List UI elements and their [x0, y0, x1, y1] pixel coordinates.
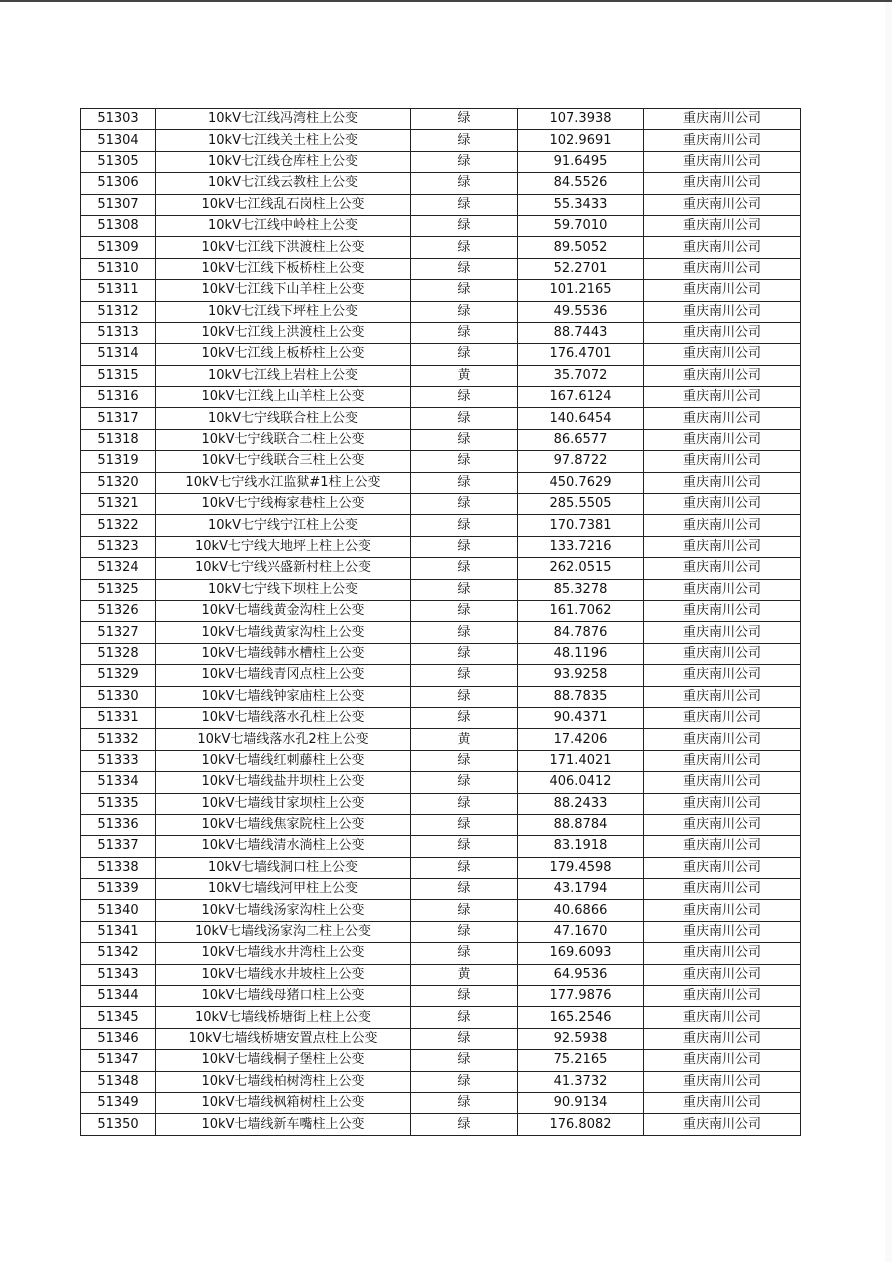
- company-cell: 重庆南川公司: [644, 494, 801, 515]
- transformer-name-cell: 10kV七墙线黄家沟柱上公变: [156, 622, 411, 643]
- value-cell: 64.9536: [518, 964, 644, 985]
- status-color-cell: 绿: [411, 665, 518, 686]
- status-color-cell: 绿: [411, 472, 518, 493]
- table-row: [81, 536, 801, 557]
- company-cell: 重庆南川公司: [644, 921, 801, 942]
- table-row: [81, 986, 801, 1007]
- table-row: [81, 643, 801, 664]
- table-row: [81, 750, 801, 771]
- value-cell: 97.8722: [518, 451, 644, 472]
- company-cell: 重庆南川公司: [644, 194, 801, 215]
- table-row: [81, 515, 801, 536]
- value-cell: 17.4206: [518, 729, 644, 750]
- table-row: [81, 494, 801, 515]
- company-cell: 重庆南川公司: [644, 943, 801, 964]
- transformer-name-cell: 10kV七江线下板桥柱上公变: [156, 258, 411, 279]
- row-id-cell: 51321: [81, 494, 156, 515]
- status-color-cell: 绿: [411, 322, 518, 343]
- row-id-cell: 51316: [81, 387, 156, 408]
- row-id-cell: 51324: [81, 558, 156, 579]
- transformer-name-cell: 10kV七宁线下坝柱上公变: [156, 579, 411, 600]
- status-color-cell: 绿: [411, 857, 518, 878]
- table-row: [81, 194, 801, 215]
- table-row: [81, 322, 801, 343]
- transformer-name-cell: 10kV七江线中岭柱上公变: [156, 215, 411, 236]
- value-cell: 55.3433: [518, 194, 644, 215]
- row-id-cell: 51326: [81, 600, 156, 621]
- value-cell: 83.1918: [518, 836, 644, 857]
- transformer-name-cell: 10kV七墙线落水孔柱上公变: [156, 707, 411, 728]
- status-color-cell: 绿: [411, 194, 518, 215]
- table-row: [81, 964, 801, 985]
- table-row: [81, 943, 801, 964]
- status-color-cell: 黄: [411, 729, 518, 750]
- status-color-cell: 绿: [411, 814, 518, 835]
- company-cell: 重庆南川公司: [644, 836, 801, 857]
- row-id-cell: 51304: [81, 130, 156, 151]
- value-cell: 89.5052: [518, 237, 644, 258]
- status-color-cell: 绿: [411, 451, 518, 472]
- value-cell: 47.1670: [518, 921, 644, 942]
- status-color-cell: 绿: [411, 579, 518, 600]
- transformer-name-cell: 10kV七江线下坪柱上公变: [156, 301, 411, 322]
- company-cell: 重庆南川公司: [644, 772, 801, 793]
- value-cell: 177.9876: [518, 986, 644, 1007]
- value-cell: 102.9691: [518, 130, 644, 151]
- status-color-cell: 绿: [411, 793, 518, 814]
- table-body: [81, 109, 801, 1136]
- row-id-cell: 51337: [81, 836, 156, 857]
- row-id-cell: 51333: [81, 750, 156, 771]
- company-cell: 重庆南川公司: [644, 622, 801, 643]
- status-color-cell: 绿: [411, 1050, 518, 1071]
- row-id-cell: 51336: [81, 814, 156, 835]
- row-id-cell: 51323: [81, 536, 156, 557]
- value-cell: 169.6093: [518, 943, 644, 964]
- value-cell: 170.7381: [518, 515, 644, 536]
- row-id-cell: 51325: [81, 579, 156, 600]
- company-cell: 重庆南川公司: [644, 707, 801, 728]
- transformer-name-cell: 10kV七江线下山羊柱上公变: [156, 280, 411, 301]
- row-id-cell: 51345: [81, 1007, 156, 1028]
- company-cell: 重庆南川公司: [644, 451, 801, 472]
- company-cell: 重庆南川公司: [644, 109, 801, 130]
- transformer-name-cell: 10kV七宁线联合二柱上公变: [156, 429, 411, 450]
- company-cell: 重庆南川公司: [644, 793, 801, 814]
- company-cell: 重庆南川公司: [644, 301, 801, 322]
- table-row: [81, 173, 801, 194]
- value-cell: 35.7072: [518, 365, 644, 386]
- table-row: [81, 793, 801, 814]
- status-color-cell: 绿: [411, 109, 518, 130]
- value-cell: 140.6454: [518, 408, 644, 429]
- transformer-name-cell: 10kV七江线上板桥柱上公变: [156, 344, 411, 365]
- table-row: [81, 900, 801, 921]
- transformer-name-cell: 10kV七墙线桐子堡柱上公变: [156, 1050, 411, 1071]
- status-color-cell: 绿: [411, 494, 518, 515]
- status-color-cell: 绿: [411, 173, 518, 194]
- transformer-name-cell: 10kV七宁线水江监狱#1柱上公变: [156, 472, 411, 493]
- status-color-cell: 黄: [411, 365, 518, 386]
- row-id-cell: 51341: [81, 921, 156, 942]
- value-cell: 107.3938: [518, 109, 644, 130]
- transformer-name-cell: 10kV七墙线韩水槽柱上公变: [156, 643, 411, 664]
- row-id-cell: 51331: [81, 707, 156, 728]
- value-cell: 88.2433: [518, 793, 644, 814]
- row-id-cell: 51340: [81, 900, 156, 921]
- company-cell: 重庆南川公司: [644, 879, 801, 900]
- row-id-cell: 51339: [81, 879, 156, 900]
- table-row: [81, 836, 801, 857]
- company-cell: 重庆南川公司: [644, 322, 801, 343]
- row-id-cell: 51307: [81, 194, 156, 215]
- company-cell: 重庆南川公司: [644, 1114, 801, 1135]
- company-cell: 重庆南川公司: [644, 472, 801, 493]
- row-id-cell: 51344: [81, 986, 156, 1007]
- row-id-cell: 51310: [81, 258, 156, 279]
- status-color-cell: 绿: [411, 686, 518, 707]
- table-row: [81, 472, 801, 493]
- company-cell: 重庆南川公司: [644, 643, 801, 664]
- value-cell: 86.6577: [518, 429, 644, 450]
- transformer-name-cell: 10kV七墙线新车嘴柱上公变: [156, 1114, 411, 1135]
- table-row: [81, 429, 801, 450]
- company-cell: 重庆南川公司: [644, 515, 801, 536]
- company-cell: 重庆南川公司: [644, 387, 801, 408]
- table-row: [81, 1050, 801, 1071]
- transformer-name-cell: 10kV七江线下洪渡柱上公变: [156, 237, 411, 258]
- transformer-name-cell: 10kV七墙线黄金沟柱上公变: [156, 600, 411, 621]
- value-cell: 176.4701: [518, 344, 644, 365]
- value-cell: 84.5526: [518, 173, 644, 194]
- status-color-cell: 绿: [411, 408, 518, 429]
- table-row: [81, 622, 801, 643]
- transformer-name-cell: 10kV七墙线母猪口柱上公变: [156, 986, 411, 1007]
- status-color-cell: 绿: [411, 986, 518, 1007]
- company-cell: 重庆南川公司: [644, 1028, 801, 1049]
- page-right-edge: [885, 2, 892, 1262]
- row-id-cell: 51334: [81, 772, 156, 793]
- table-row: [81, 707, 801, 728]
- row-id-cell: 51306: [81, 173, 156, 194]
- transformer-name-cell: 10kV七宁线联合三柱上公变: [156, 451, 411, 472]
- status-color-cell: 绿: [411, 429, 518, 450]
- row-id-cell: 51311: [81, 280, 156, 301]
- company-cell: 重庆南川公司: [644, 900, 801, 921]
- status-color-cell: 绿: [411, 943, 518, 964]
- value-cell: 90.4371: [518, 707, 644, 728]
- transformer-name-cell: 10kV七墙线桥塘安置点柱上公变: [156, 1028, 411, 1049]
- table-row: [81, 857, 801, 878]
- value-cell: 179.4598: [518, 857, 644, 878]
- table-row: [81, 1028, 801, 1049]
- transformer-name-cell: 10kV七墙线河甲柱上公变: [156, 879, 411, 900]
- company-cell: 重庆南川公司: [644, 600, 801, 621]
- transformer-name-cell: 10kV七墙线洞口柱上公变: [156, 857, 411, 878]
- transformer-name-cell: 10kV七墙线落水孔2柱上公变: [156, 729, 411, 750]
- company-cell: 重庆南川公司: [644, 173, 801, 194]
- table-row: [81, 686, 801, 707]
- status-color-cell: 黄: [411, 964, 518, 985]
- transformer-name-cell: 10kV七墙线红刺藤柱上公变: [156, 750, 411, 771]
- row-id-cell: 51350: [81, 1114, 156, 1135]
- row-id-cell: 51327: [81, 622, 156, 643]
- transformer-name-cell: 10kV七墙线水井湾柱上公变: [156, 943, 411, 964]
- row-id-cell: 51308: [81, 215, 156, 236]
- row-id-cell: 51314: [81, 344, 156, 365]
- status-color-cell: 绿: [411, 387, 518, 408]
- transformer-name-cell: 10kV七墙线盐井坝柱上公变: [156, 772, 411, 793]
- transformer-name-cell: 10kV七宁线兴盛新村柱上公变: [156, 558, 411, 579]
- value-cell: 48.1196: [518, 643, 644, 664]
- status-color-cell: 绿: [411, 151, 518, 172]
- table-row: [81, 814, 801, 835]
- company-cell: 重庆南川公司: [644, 1071, 801, 1092]
- transformer-name-cell: 10kV七江线乱石岗柱上公变: [156, 194, 411, 215]
- transformer-name-cell: 10kV七宁线联合柱上公变: [156, 408, 411, 429]
- table-row: [81, 365, 801, 386]
- status-color-cell: 绿: [411, 301, 518, 322]
- row-id-cell: 51329: [81, 665, 156, 686]
- row-id-cell: 51328: [81, 643, 156, 664]
- table-row: [81, 558, 801, 579]
- value-cell: 75.2165: [518, 1050, 644, 1071]
- row-id-cell: 51342: [81, 943, 156, 964]
- status-color-cell: 绿: [411, 772, 518, 793]
- row-id-cell: 51330: [81, 686, 156, 707]
- row-id-cell: 51338: [81, 857, 156, 878]
- status-color-cell: 绿: [411, 1092, 518, 1113]
- company-cell: 重庆南川公司: [644, 579, 801, 600]
- row-id-cell: 51343: [81, 964, 156, 985]
- value-cell: 41.3732: [518, 1071, 644, 1092]
- table-row: [81, 772, 801, 793]
- company-cell: 重庆南川公司: [644, 215, 801, 236]
- value-cell: 84.7876: [518, 622, 644, 643]
- company-cell: 重庆南川公司: [644, 686, 801, 707]
- table-row: [81, 387, 801, 408]
- company-cell: 重庆南川公司: [644, 344, 801, 365]
- transformer-name-cell: 10kV七江线冯湾柱上公变: [156, 109, 411, 130]
- transformer-name-cell: 10kV七墙线焦家院柱上公变: [156, 814, 411, 835]
- table-row: [81, 879, 801, 900]
- value-cell: 90.9134: [518, 1092, 644, 1113]
- transformer-name-cell: 10kV七墙线桥塘街上柱上公变: [156, 1007, 411, 1028]
- transformer-name-cell: 10kV七江线关土柱上公变: [156, 130, 411, 151]
- company-cell: 重庆南川公司: [644, 1092, 801, 1113]
- row-id-cell: 51312: [81, 301, 156, 322]
- company-cell: 重庆南川公司: [644, 536, 801, 557]
- table-row: [81, 451, 801, 472]
- table-row: [81, 215, 801, 236]
- status-color-cell: 绿: [411, 900, 518, 921]
- company-cell: 重庆南川公司: [644, 558, 801, 579]
- value-cell: 133.7216: [518, 536, 644, 557]
- transformer-name-cell: 10kV七宁线宁江柱上公变: [156, 515, 411, 536]
- value-cell: 262.0515: [518, 558, 644, 579]
- table-row: [81, 600, 801, 621]
- table-row: [81, 344, 801, 365]
- transformer-name-cell: 10kV七墙线柏树湾柱上公变: [156, 1071, 411, 1092]
- row-id-cell: 51346: [81, 1028, 156, 1049]
- row-id-cell: 51348: [81, 1071, 156, 1092]
- value-cell: 40.6866: [518, 900, 644, 921]
- value-cell: 88.8784: [518, 814, 644, 835]
- company-cell: 重庆南川公司: [644, 365, 801, 386]
- row-id-cell: 51303: [81, 109, 156, 130]
- transformer-name-cell: 10kV七宁线梅家巷柱上公变: [156, 494, 411, 515]
- company-cell: 重庆南川公司: [644, 964, 801, 985]
- value-cell: 93.9258: [518, 665, 644, 686]
- value-cell: 176.8082: [518, 1114, 644, 1135]
- row-id-cell: 51317: [81, 408, 156, 429]
- transformer-name-cell: 10kV七墙线钟家庙柱上公变: [156, 686, 411, 707]
- value-cell: 161.7062: [518, 600, 644, 621]
- transformer-name-cell: 10kV七宁线大地坪上柱上公变: [156, 536, 411, 557]
- row-id-cell: 51309: [81, 237, 156, 258]
- table-row: [81, 237, 801, 258]
- table-row: [81, 579, 801, 600]
- company-cell: 重庆南川公司: [644, 1007, 801, 1028]
- status-color-cell: 绿: [411, 1007, 518, 1028]
- value-cell: 101.2165: [518, 280, 644, 301]
- status-color-cell: 绿: [411, 707, 518, 728]
- transformer-name-cell: 10kV七江线上岩柱上公变: [156, 365, 411, 386]
- table-row: [81, 921, 801, 942]
- transformer-name-cell: 10kV七江线仓库柱上公变: [156, 151, 411, 172]
- status-color-cell: 绿: [411, 280, 518, 301]
- row-id-cell: 51318: [81, 429, 156, 450]
- row-id-cell: 51319: [81, 451, 156, 472]
- table-row: [81, 729, 801, 750]
- table-row: [81, 1007, 801, 1028]
- status-color-cell: 绿: [411, 879, 518, 900]
- status-color-cell: 绿: [411, 237, 518, 258]
- transformer-name-cell: 10kV七墙线汤家沟柱上公变: [156, 900, 411, 921]
- company-cell: 重庆南川公司: [644, 814, 801, 835]
- status-color-cell: 绿: [411, 921, 518, 942]
- row-id-cell: 51305: [81, 151, 156, 172]
- company-cell: 重庆南川公司: [644, 280, 801, 301]
- row-id-cell: 51322: [81, 515, 156, 536]
- value-cell: 165.2546: [518, 1007, 644, 1028]
- table-row: [81, 151, 801, 172]
- company-cell: 重庆南川公司: [644, 857, 801, 878]
- transformer-name-cell: 10kV七墙线清水淌柱上公变: [156, 836, 411, 857]
- status-color-cell: 绿: [411, 215, 518, 236]
- transformer-name-cell: 10kV七江线上山羊柱上公变: [156, 387, 411, 408]
- transformer-name-cell: 10kV七墙线甘家坝柱上公变: [156, 793, 411, 814]
- table-row: [81, 130, 801, 151]
- value-cell: 43.1794: [518, 879, 644, 900]
- status-color-cell: 绿: [411, 1071, 518, 1092]
- table-row: [81, 1071, 801, 1092]
- company-cell: 重庆南川公司: [644, 729, 801, 750]
- status-color-cell: 绿: [411, 344, 518, 365]
- value-cell: 91.6495: [518, 151, 644, 172]
- table-row: [81, 258, 801, 279]
- company-cell: 重庆南川公司: [644, 429, 801, 450]
- table-row: [81, 408, 801, 429]
- value-cell: 167.6124: [518, 387, 644, 408]
- page-top-border: [0, 0, 892, 2]
- value-cell: 49.5536: [518, 301, 644, 322]
- table-row: [81, 301, 801, 322]
- value-cell: 59.7010: [518, 215, 644, 236]
- status-color-cell: 绿: [411, 750, 518, 771]
- status-color-cell: 绿: [411, 515, 518, 536]
- value-cell: 85.3278: [518, 579, 644, 600]
- company-cell: 重庆南川公司: [644, 237, 801, 258]
- transformer-name-cell: 10kV七墙线水井坡柱上公变: [156, 964, 411, 985]
- status-color-cell: 绿: [411, 1028, 518, 1049]
- value-cell: 171.4021: [518, 750, 644, 771]
- transformer-table: [80, 108, 801, 1136]
- value-cell: 92.5938: [518, 1028, 644, 1049]
- company-cell: 重庆南川公司: [644, 1050, 801, 1071]
- value-cell: 450.7629: [518, 472, 644, 493]
- company-cell: 重庆南川公司: [644, 408, 801, 429]
- value-cell: 406.0412: [518, 772, 644, 793]
- table-row: [81, 109, 801, 130]
- status-color-cell: 绿: [411, 1114, 518, 1135]
- status-color-cell: 绿: [411, 600, 518, 621]
- company-cell: 重庆南川公司: [644, 151, 801, 172]
- status-color-cell: 绿: [411, 130, 518, 151]
- value-cell: 88.7835: [518, 686, 644, 707]
- table-row: [81, 1092, 801, 1113]
- status-color-cell: 绿: [411, 836, 518, 857]
- value-cell: 285.5505: [518, 494, 644, 515]
- table-row: [81, 665, 801, 686]
- table-row: [81, 1114, 801, 1135]
- row-id-cell: 51320: [81, 472, 156, 493]
- row-id-cell: 51332: [81, 729, 156, 750]
- row-id-cell: 51313: [81, 322, 156, 343]
- transformer-name-cell: 10kV七江线上洪渡柱上公变: [156, 322, 411, 343]
- table-row: [81, 280, 801, 301]
- status-color-cell: 绿: [411, 536, 518, 557]
- row-id-cell: 51349: [81, 1092, 156, 1113]
- transformer-name-cell: 10kV七墙线汤家沟二柱上公变: [156, 921, 411, 942]
- transformer-name-cell: 10kV七江线云教柱上公变: [156, 173, 411, 194]
- company-cell: 重庆南川公司: [644, 750, 801, 771]
- company-cell: 重庆南川公司: [644, 258, 801, 279]
- company-cell: 重庆南川公司: [644, 986, 801, 1007]
- status-color-cell: 绿: [411, 643, 518, 664]
- company-cell: 重庆南川公司: [644, 665, 801, 686]
- value-cell: 52.2701: [518, 258, 644, 279]
- row-id-cell: 51335: [81, 793, 156, 814]
- status-color-cell: 绿: [411, 258, 518, 279]
- company-cell: 重庆南川公司: [644, 130, 801, 151]
- row-id-cell: 51347: [81, 1050, 156, 1071]
- transformer-name-cell: 10kV七墙线青冈点柱上公变: [156, 665, 411, 686]
- row-id-cell: 51315: [81, 365, 156, 386]
- status-color-cell: 绿: [411, 622, 518, 643]
- transformer-name-cell: 10kV七墙线枫箱树柱上公变: [156, 1092, 411, 1113]
- status-color-cell: 绿: [411, 558, 518, 579]
- value-cell: 88.7443: [518, 322, 644, 343]
